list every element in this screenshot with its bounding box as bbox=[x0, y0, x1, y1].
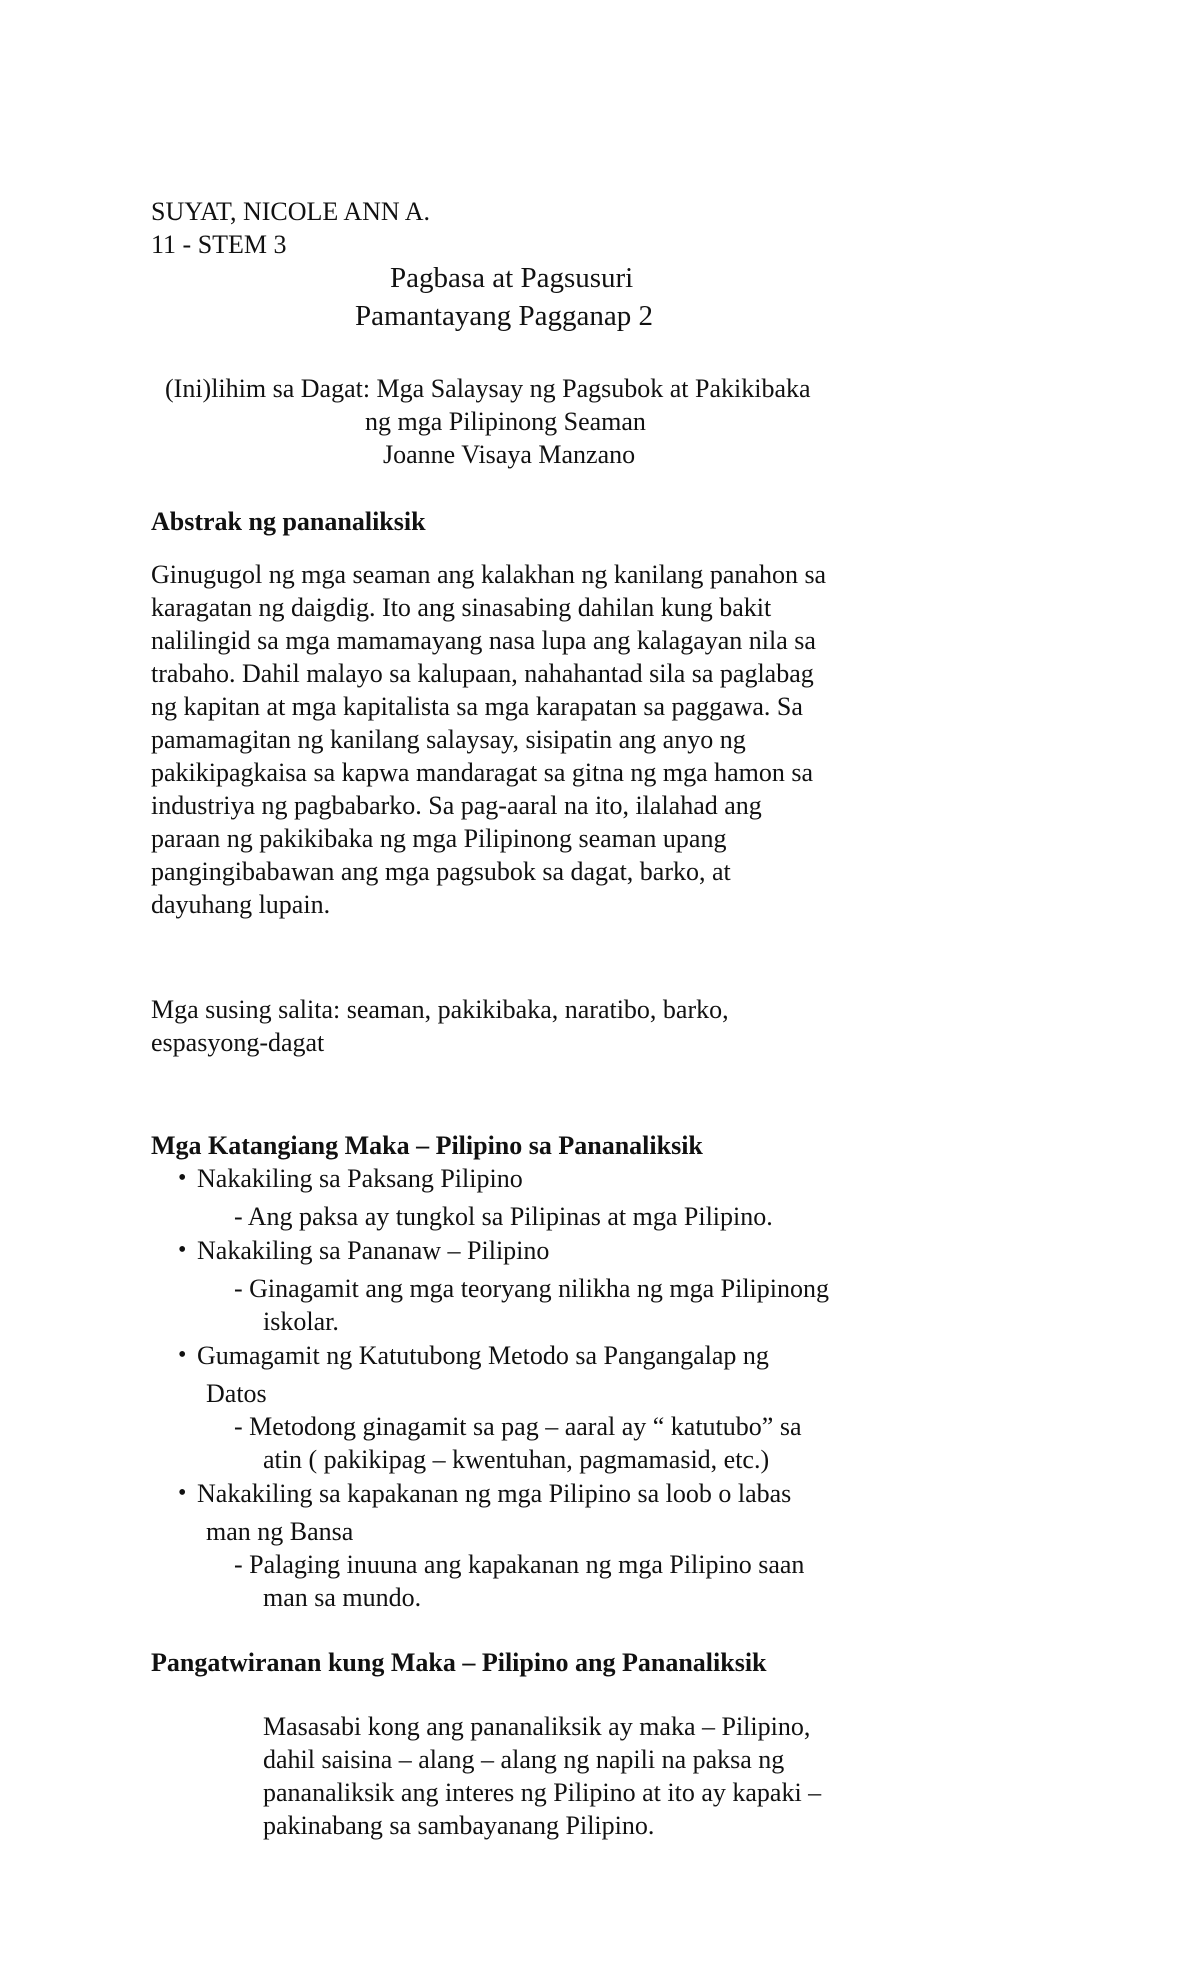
student-section: 11 - STEM 3 bbox=[151, 230, 287, 259]
list-item-title: Nakakiling sa Pananaw – Pilipino bbox=[197, 1236, 550, 1265]
list-item-desc: iskolar. bbox=[263, 1307, 339, 1336]
keywords-line-1: Mga susing salita: seaman, pakikibaka, naratibo, barko, bbox=[151, 995, 729, 1024]
bullet-icon: • bbox=[178, 1165, 187, 1191]
justification-line: pakinabang sa sambayanang Pilipino. bbox=[263, 1811, 655, 1840]
list-item-desc: atin ( pakikipag – kwentuhan, pagmamasid, etc.) bbox=[263, 1445, 770, 1474]
abstract-line: paraan ng pakikibaka ng mga Pilipinong seaman upang bbox=[151, 824, 727, 853]
abstract-line: industriya ng pagbabarko. Sa pag-aaral na ito, ilalahad ang bbox=[151, 791, 762, 820]
abstract-line: ng kapitan at mga kapitalista sa mga karapatan sa paggawa. Sa bbox=[151, 692, 803, 721]
list-item-desc: - Palaging inuuna ang kapakanan ng mga Pilipino saan bbox=[234, 1550, 805, 1579]
subject-title: Pagbasa at Pagsusuri bbox=[390, 262, 634, 294]
abstract-line: karagatan ng daigdig. Ito ang sinasabing dahilan kung bakit bbox=[151, 593, 772, 622]
keywords-line-2: espasyong-dagat bbox=[151, 1028, 325, 1057]
bullet-icon: • bbox=[178, 1480, 187, 1506]
characteristics-heading: Mga Katangiang Maka – Pilipino sa Pananaliksik bbox=[151, 1131, 703, 1160]
justification-heading: Pangatwiranan kung Maka – Pilipino ang Pananaliksik bbox=[151, 1648, 767, 1677]
list-item-desc: - Metodong ginagamit sa pag – aaral ay “ katutubo” sa bbox=[234, 1412, 802, 1441]
study-title-line-1: (Ini)lihim sa Dagat: Mga Salaysay ng Pagsubok at Pakikibaka bbox=[165, 374, 811, 403]
student-name: SUYAT, NICOLE ANN A. bbox=[151, 197, 431, 226]
bullet-icon: • bbox=[178, 1237, 187, 1263]
list-item-title: Nakakiling sa Paksang Pilipino bbox=[197, 1164, 523, 1193]
list-item-title: man ng Bansa bbox=[206, 1517, 354, 1546]
abstract-line: pamamagitan ng kanilang salaysay, sisipatin ang anyo ng bbox=[151, 725, 746, 754]
bullet-icon: • bbox=[178, 1342, 187, 1368]
abstract-heading: Abstrak ng pananaliksik bbox=[151, 507, 426, 536]
list-item-title: Datos bbox=[206, 1379, 267, 1408]
justification-line: pananaliksik ang interes ng Pilipino at ito ay kapaki – bbox=[263, 1778, 822, 1807]
abstract-line: pakikipagkaisa sa kapwa mandaragat sa gitna ng mga hamon sa bbox=[151, 758, 814, 787]
abstract-line: pangingibabawan ang mga pagsubok sa dagat, barko, at bbox=[151, 857, 731, 886]
study-author: Joanne Visaya Manzano bbox=[383, 440, 636, 469]
list-item-title: Nakakiling sa kapakanan ng mga Pilipino sa loob o labas bbox=[197, 1479, 792, 1508]
list-item-desc: - Ginagamit ang mga teoryang nilikha ng mga Pilipinong bbox=[234, 1274, 830, 1303]
study-title-line-2: ng mga Pilipinong Seaman bbox=[365, 407, 646, 436]
list-item-title: Gumagamit ng Katutubong Metodo sa Pangangalap ng bbox=[197, 1341, 769, 1370]
task-title: Pamantayang Pagganap 2 bbox=[355, 300, 653, 332]
abstract-line: trabaho. Dahil malayo sa kalupaan, nahahantad sila sa paglabag bbox=[151, 659, 814, 688]
list-item-desc: - Ang paksa ay tungkol sa Pilipinas at mga Pilipino. bbox=[234, 1202, 773, 1231]
justification-line: dahil saisina – alang – alang ng napili na paksa ng bbox=[263, 1745, 785, 1774]
abstract-line: dayuhang lupain. bbox=[151, 890, 331, 919]
abstract-line: nalilingid sa mga mamamayang nasa lupa ang kalagayan nila sa bbox=[151, 626, 816, 655]
abstract-line: Ginugugol ng mga seaman ang kalakhan ng kanilang panahon sa bbox=[151, 560, 827, 589]
list-item-desc: man sa mundo. bbox=[263, 1583, 422, 1612]
justification-line: Masasabi kong ang pananaliksik ay maka – Pilipino, bbox=[263, 1712, 811, 1741]
